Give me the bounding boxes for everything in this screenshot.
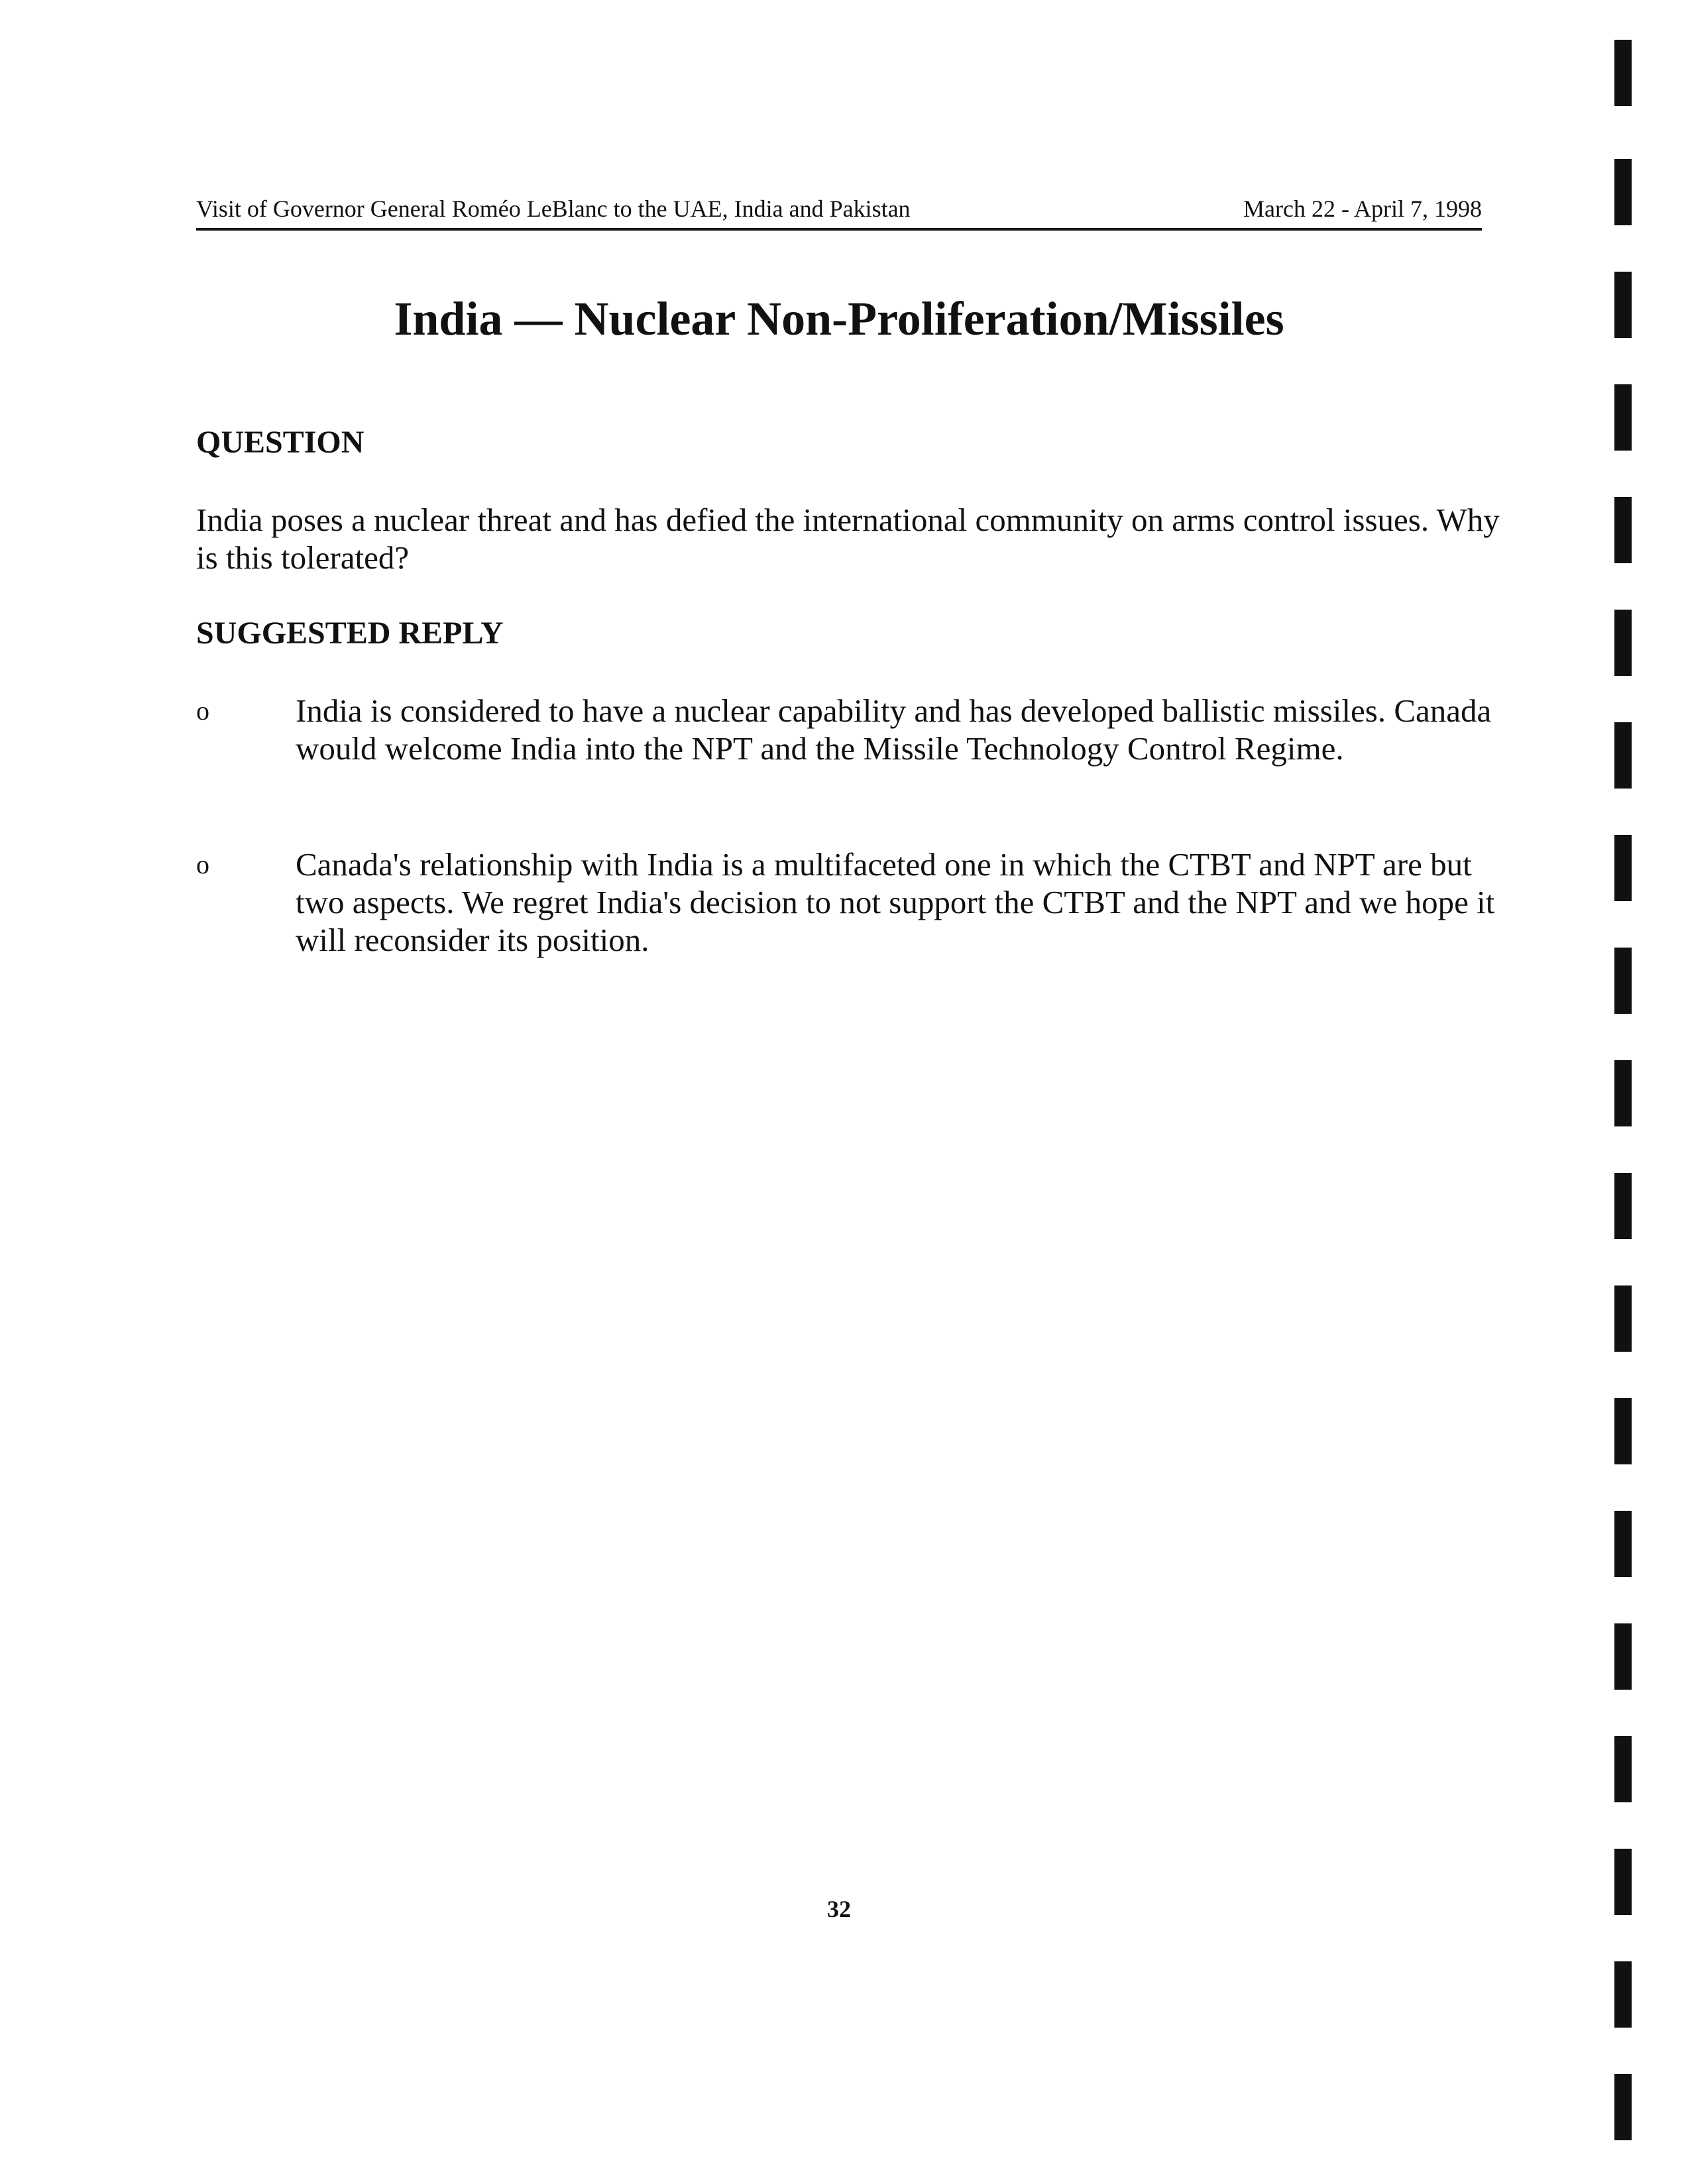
binding-mark [1614, 2074, 1632, 2140]
page-title: India — Nuclear Non-Proliferation/Missiles [394, 292, 1284, 345]
bullet-marker: o [196, 849, 209, 879]
binding-mark [1614, 1398, 1632, 1464]
binding-mark [1614, 1736, 1632, 1802]
binding-mark [1614, 497, 1632, 563]
binding-mark [1614, 159, 1632, 225]
binding-mark [1614, 1511, 1632, 1577]
suggested-reply-heading: SUGGESTED REPLY [196, 616, 504, 651]
binding-mark [1614, 384, 1632, 451]
running-header [196, 192, 1482, 231]
reply-bullet-text: India is considered to have a nuclear capability and has developed ballistic missiles. Canada would welcome India into the NPT and the Missile Technology Control Regime. [296, 692, 1492, 767]
binding-mark [1614, 40, 1632, 106]
bullet-marker: o [196, 696, 209, 726]
binding-mark [1614, 610, 1632, 676]
binding-mark [1614, 1849, 1632, 1915]
page-number: 32 [827, 1896, 851, 1922]
binding-mark [1614, 1060, 1632, 1126]
question-heading: QUESTION [196, 425, 364, 460]
header-visit-title: Visit of Governor General Roméo LeBlanc to the UAE, India and Pakistan [196, 195, 911, 222]
binding-mark [1614, 835, 1632, 901]
binding-mark [1614, 272, 1632, 338]
binding-mark [1614, 1285, 1632, 1352]
binding-mark [1614, 1961, 1632, 2028]
binding-mark [1614, 1173, 1632, 1239]
header-date-range: March 22 - April 7, 1998 [1243, 195, 1482, 222]
binding-mark [1614, 948, 1632, 1014]
binding-mark [1614, 722, 1632, 789]
binding-mark [1614, 1623, 1632, 1690]
question-text: India poses a nuclear threat and has defied the international community on arms control issues. Why is this tolerated? [196, 502, 1500, 576]
reply-bullet-text: Canada's relationship with India is a multifaceted one in which the CTBT and NPT are but two aspects. We regret India's decision to not support the CTBT and the NPT and we hope it will reconsider its position. [296, 846, 1495, 958]
